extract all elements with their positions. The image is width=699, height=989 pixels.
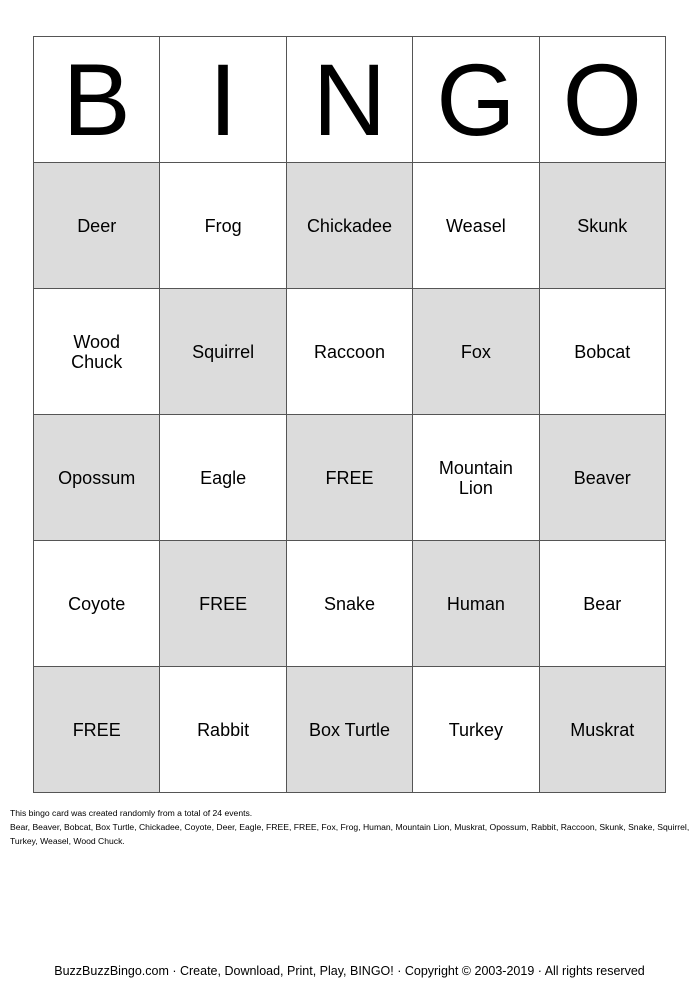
bingo-card — [33, 36, 666, 793]
bingo-cell: FREE — [160, 541, 286, 667]
bingo-cell: Weasel — [413, 163, 539, 289]
header-letter-g: G — [413, 37, 539, 163]
bingo-cell: Skunk — [539, 163, 665, 289]
bingo-header-row — [34, 37, 666, 163]
bingo-cell: Rabbit — [160, 667, 286, 793]
header-letter-o: O — [539, 37, 665, 163]
bingo-cell: Fox — [413, 289, 539, 415]
bingo-row — [34, 163, 666, 289]
header-letter-b: B — [34, 37, 160, 163]
info-event-list: Bear, Beaver, Bobcat, Box Turtle, Chickadee, Coyote, Deer, Eagle, FREE, FREE, Fox, Frog, Human, Mountain Lion, Muskrat, Opossum, Rabbit, Raccoon, Skunk, Snake, Squirrel, Turkey, Weasel, Wood Chuck. — [10, 822, 690, 846]
bingo-cell: Beaver — [539, 415, 665, 541]
bingo-cell: Wood Chuck — [34, 289, 160, 415]
footer: BuzzBuzzBingo.com · Create, Download, Print, Play, BINGO! · Copyright © 2003-2019 · All rights reserved — [54, 964, 645, 978]
bingo-cell: Deer — [34, 163, 160, 289]
bingo-cell: FREE — [286, 415, 412, 541]
bingo-cell: Mountain Lion — [413, 415, 539, 541]
bingo-cell: Box Turtle — [286, 667, 412, 793]
bingo-cell: Squirrel — [160, 289, 286, 415]
bingo-cell: Human — [413, 541, 539, 667]
bingo-cell: Raccoon — [286, 289, 412, 415]
bingo-cell: Chickadee — [286, 163, 412, 289]
bingo-cell: Bobcat — [539, 289, 665, 415]
bingo-cell: Frog — [160, 163, 286, 289]
bingo-cell: Muskrat — [539, 667, 665, 793]
bingo-cell: Opossum — [34, 415, 160, 541]
card-info — [10, 806, 695, 848]
info-summary: This bingo card was created randomly from a total of 24 events. — [10, 808, 253, 818]
bingo-row — [34, 415, 666, 541]
bingo-cell: Eagle — [160, 415, 286, 541]
bingo-cell: Turkey — [413, 667, 539, 793]
bingo-cell: Snake — [286, 541, 412, 667]
bingo-row — [34, 667, 666, 793]
bingo-cell: FREE — [34, 667, 160, 793]
bingo-cell: Coyote — [34, 541, 160, 667]
header-letter-i: I — [160, 37, 286, 163]
bingo-row — [34, 289, 666, 415]
header-letter-n: N — [286, 37, 412, 163]
bingo-cell: Bear — [539, 541, 665, 667]
bingo-row — [34, 541, 666, 667]
